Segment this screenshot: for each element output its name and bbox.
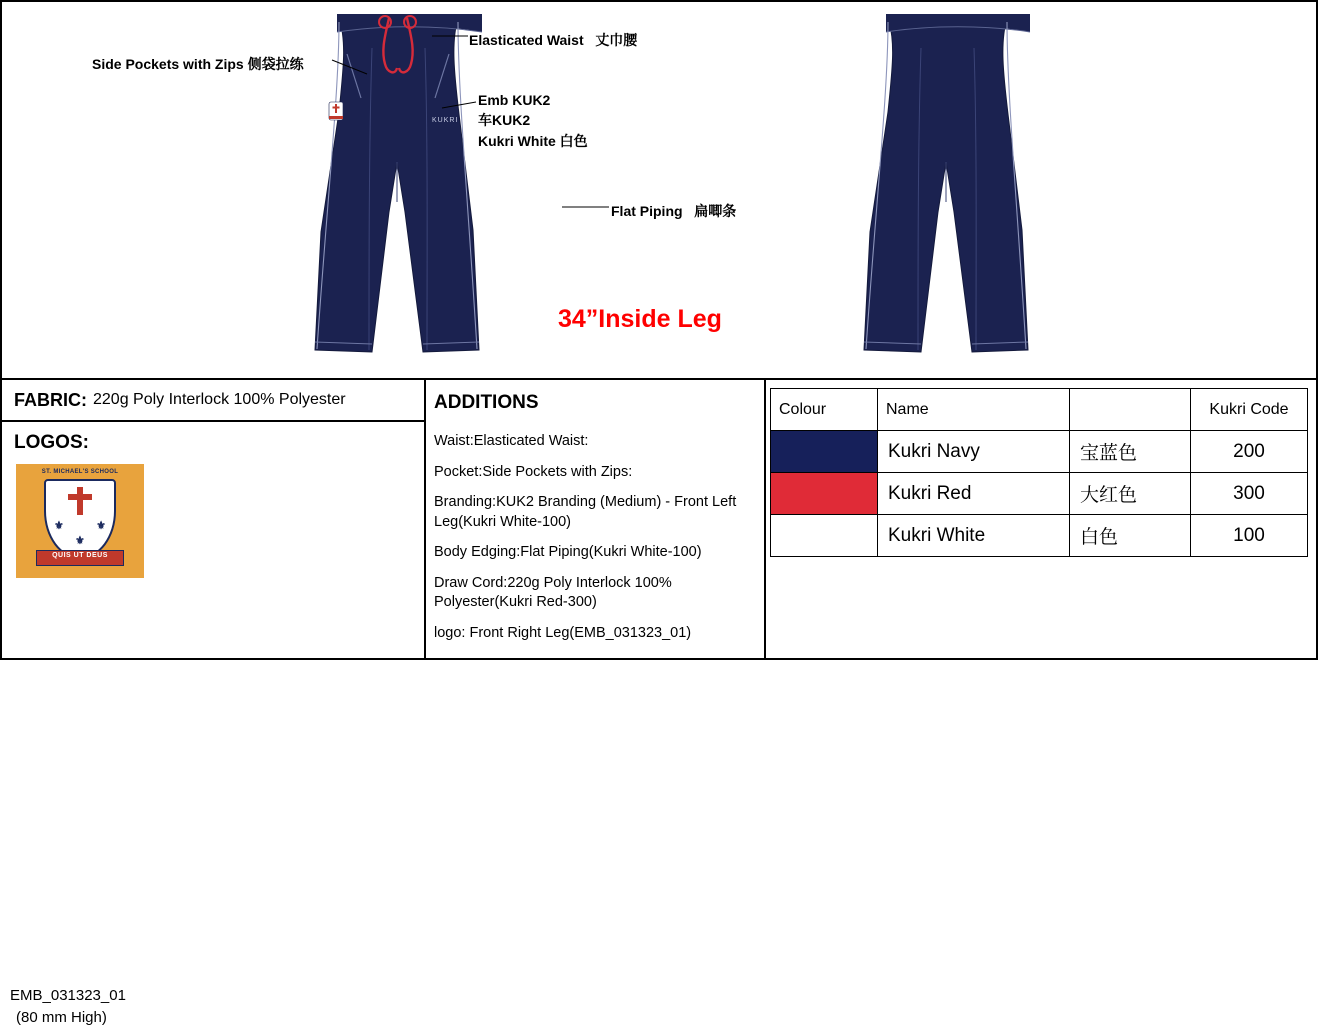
callout-flat-piping-cn: 扁唧条 bbox=[694, 203, 737, 219]
callout-emb-kuk2-line1: Emb KUK2 bbox=[478, 92, 551, 108]
callout-side-pockets-en: Side Pockets with Zips bbox=[92, 56, 244, 72]
colour-header-colour: Colour bbox=[771, 389, 878, 431]
svg-text:KUKRI: KUKRI bbox=[432, 117, 459, 124]
colour-cn-navy: 宝蓝色 bbox=[1070, 431, 1191, 473]
callout-flat-piping-en: Flat Piping bbox=[611, 203, 683, 219]
colour-name-white: Kukri White bbox=[878, 515, 1070, 557]
colour-code-navy: 200 bbox=[1191, 431, 1308, 473]
callout-elasticated-waist bbox=[469, 30, 637, 50]
addition-item: Waist:Elasticated Waist: bbox=[434, 433, 589, 449]
colour-header-name: Name bbox=[878, 389, 1070, 431]
colour-header-code: Kukri Code bbox=[1191, 389, 1308, 431]
crest-motto: QUIS UT DEUS bbox=[52, 552, 108, 559]
table-row bbox=[771, 431, 1308, 473]
logos-label: LOGOS: bbox=[14, 432, 89, 453]
crest-shield bbox=[44, 479, 116, 559]
crest-mark-bottom: ⚜ bbox=[75, 535, 85, 547]
crest-cross-vertical bbox=[77, 487, 83, 515]
callout-side-pockets bbox=[92, 54, 304, 74]
colour-code-white: 100 bbox=[1191, 515, 1308, 557]
fabric-value: 220g Poly Interlock 100% Polyester bbox=[93, 391, 346, 408]
inside-leg-length: 34”Inside Leg bbox=[558, 305, 722, 333]
colour-cn-white: 白色 bbox=[1070, 515, 1191, 557]
addition-item: logo: Front Right Leg(EMB_031323_01) bbox=[434, 624, 692, 641]
school-crest-logo bbox=[16, 464, 144, 578]
colour-cn-red: 大红色 bbox=[1070, 473, 1191, 515]
colour-swatch-red bbox=[771, 473, 878, 515]
fabric-label: FABRIC: bbox=[14, 389, 87, 410]
callout-emb-kuk2-line3: Kukri White 白色 bbox=[478, 132, 588, 149]
colour-table bbox=[770, 388, 1308, 557]
embroidery-size: (80 mm High) bbox=[16, 1009, 107, 1026]
colour-table-header-row bbox=[771, 389, 1308, 431]
colour-header-cn bbox=[1070, 389, 1191, 431]
additions-panel bbox=[426, 380, 766, 660]
table-row bbox=[771, 473, 1308, 515]
crest-mark-right: ⚜ bbox=[96, 520, 106, 532]
addition-item: Pocket:Side Pockets with Zips: bbox=[434, 463, 633, 480]
additions-title: ADDITIONS bbox=[434, 392, 539, 413]
colour-name-red: Kukri Red bbox=[878, 473, 1070, 515]
colour-swatch-white bbox=[771, 515, 878, 557]
colour-name-navy: Kukri Navy bbox=[878, 431, 1070, 473]
garment-illustration-area bbox=[2, 2, 1316, 380]
table-row bbox=[771, 515, 1308, 557]
crest-cross-horizontal bbox=[68, 494, 92, 500]
callout-elasticated-waist-en: Elasticated Waist bbox=[469, 32, 584, 48]
colour-code-red: 300 bbox=[1191, 473, 1308, 515]
embroidery-code: EMB_031323_01 bbox=[10, 987, 126, 1004]
fabric-row bbox=[2, 380, 424, 422]
crest-top-text: ST. MICHAEL'S SCHOOL bbox=[41, 469, 119, 475]
colour-swatch-navy bbox=[771, 431, 878, 473]
callout-emb-kuk2 bbox=[478, 90, 588, 151]
addition-item: Body Edging:Flat Piping(Kukri White-100) bbox=[434, 544, 702, 561]
fabric-logos-panel bbox=[2, 380, 426, 1026]
callout-flat-piping bbox=[611, 201, 736, 221]
callout-elasticated-waist-cn: 丈巾腰 bbox=[595, 32, 638, 48]
trouser-back-view bbox=[862, 2, 1092, 378]
crest-mark-left: ⚜ bbox=[54, 520, 64, 532]
callout-emb-kuk2-line2: 车KUK2 bbox=[478, 112, 531, 129]
additions-list bbox=[434, 432, 758, 655]
addition-item: Branding:KUK2 Branding (Medium) - Front Left Leg(Kukri White-100) bbox=[434, 494, 737, 530]
addition-item: Draw Cord:220g Poly Interlock 100% Polyester(Kukri Red-300) bbox=[434, 574, 672, 611]
callout-side-pockets-cn: 侧袋拉练 bbox=[247, 56, 304, 72]
